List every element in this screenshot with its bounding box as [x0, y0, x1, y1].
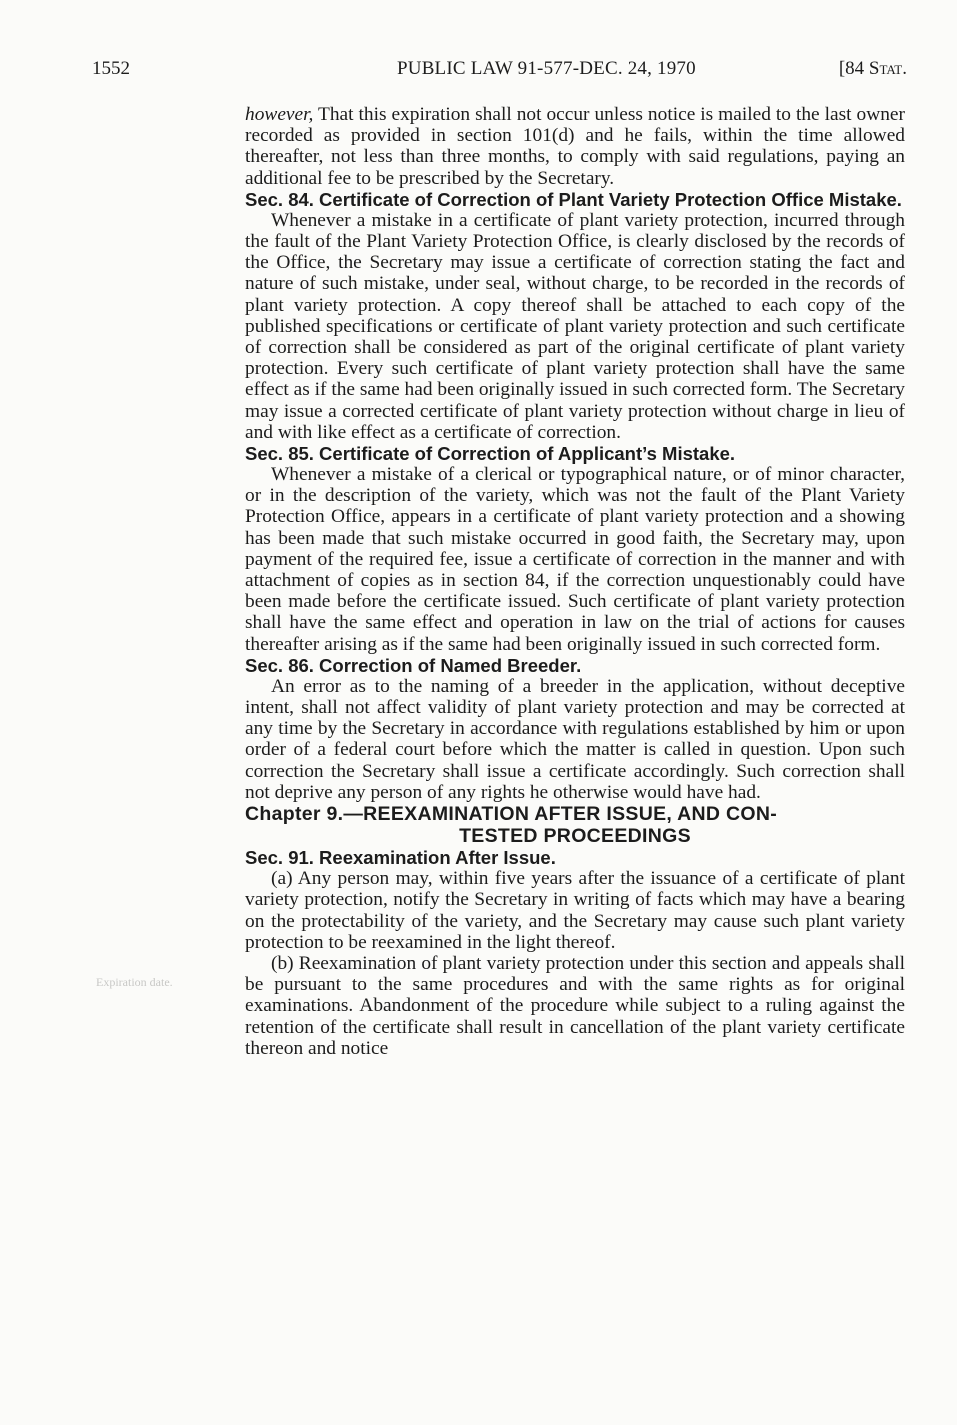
section-84-paragraph: Whenever a mistake in a certificate of plant variety protection, incurred through the fault of the Plant Variety Protection Office, is clearly disclosed by the records of the Office, the Secretary may issue a certificate of correction stating the fact and nature of such mistake, under seal, without charge, to be recorded in the records of plant variety protection. A copy thereof shall be attached to each copy of the published specifications or certificate of plant variety protection and such certificate of correction shall be considered as part of the original certificate of plant variety protection. Every such certificate of plant variety protection shall have the same effect as if the same had been originally issued in such corrected form. The Secretary may issue a corrected certificate of plant variety protection without charge in lieu of and with like effect as a certificate of correction.	[245, 209, 905, 443]
section-86-heading: Sec. 86. Correction of Named Breeder.	[245, 654, 582, 676]
document-body	[245, 104, 905, 1059]
section-85-paragraph: Whenever a mistake of a clerical or typographical nature, or of minor character, or in the description of the variety, which was not the fault of the Plant Variety Protection Office, appears in a certificate of plant variety protection and a showing has been made that such mistake occurred in good faith, the Secretary may, upon payment of the required fee, issue a certificate of correction in the manner and with attachment of copies as in section 84, if the correction unquestionably could have been made before the certificate issued. Such certificate of plant variety protection shall have the same effect and operation in law on the trial of actions for causes thereafter arising as if the same had been originally issued in such corrected form.	[245, 464, 905, 655]
running-title: PUBLIC LAW 91-577-DEC. 24, 1970	[397, 58, 696, 79]
intro-text: That this expiration shall not occur unless notice is mailed to the last owner recorded as provided in section 101(d) and he fails, within the time allowed thereafter, not less than three months, to comply with said regulations, paying an additional fee to be prescribed by the Secretary.	[245, 104, 905, 189]
chapter-heading-line-1: Chapter 9.—REEXAMINATION AFTER ISSUE, AND CON-	[245, 803, 778, 826]
statute-citation	[839, 58, 907, 80]
section-86-paragraph: An error as to the naming of a breeder in the application, without deceptive intent, shall not affect validity of plant variety protection and may be corrected at any time by the Secretary in accordance with regulations established by him or upon order of a federal court before which the matter is called in question. Upon such correction the Secretary shall issue a certificate accordingly. Such correction shall not deprive any person of any rights he otherwise would have had.	[245, 675, 905, 803]
section-91-paragraph-b: (b) Reexamination of plant variety protection under this section and appeals shall be pursuant to the same procedures and with the same rights as for original examinations. Abandonment of the procedure while subject to a ruling against the retention of the certificate shall result in cancellation of the plant variety certificate thereon and notice	[245, 952, 905, 1059]
margin-note: Expiration date.	[96, 975, 173, 989]
page-number: 1552	[92, 58, 130, 79]
chapter-9-heading	[245, 803, 905, 847]
section-85-heading: Sec. 85. Certificate of Correction of Applicant’s Mistake.	[245, 443, 736, 465]
statute-label: Stat.	[868, 58, 907, 79]
section-84-heading: Sec. 84. Certificate of Correction of Plant Variety Protection Office Mistake.	[245, 188, 902, 210]
section-91-heading: Sec. 91. Reexamination After Issue.	[245, 847, 556, 869]
section-91-paragraph-a: (a) Any person may, within five years after the issuance of a certificate of plant variety protection, notify the Secretary in writing of facts which may have a bearing on the protectability of the variety, and the Secretary may cause such plant variety protection to be reexamined in the light thereof.	[245, 868, 905, 953]
statute-volume: [84	[838, 58, 869, 79]
intro-italic: however,	[245, 104, 314, 125]
intro-paragraph	[245, 104, 905, 189]
page-header	[92, 58, 907, 84]
chapter-heading-line-2: TESTED PROCEEDINGS	[459, 825, 691, 848]
